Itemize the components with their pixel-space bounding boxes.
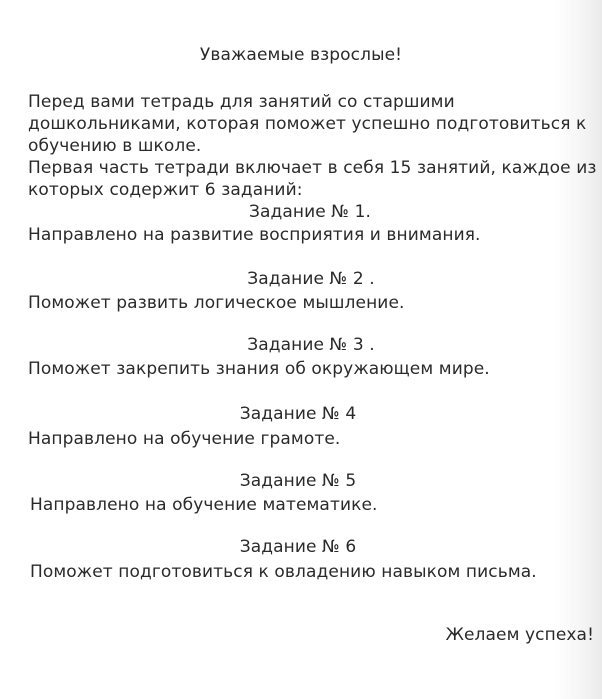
task-description-2: Поможет развить логическое мышление. (28, 293, 405, 313)
task-heading-2: Задание № 2 . (247, 269, 375, 289)
task-description-4: Направлено на обучение грамоте. (28, 429, 341, 449)
document-title: Уважаемые взрослые! (199, 45, 403, 65)
task-description-6: Поможет подготовиться к овладению навыком письма. (30, 562, 537, 582)
intro-line: которых содержит 6 заданий: (28, 180, 303, 200)
task-heading-5: Задание № 5 (239, 471, 357, 491)
task-description-1: Направлено на развитие восприятия и внимания. (28, 225, 481, 245)
task-heading-1: Задание № 1. (248, 202, 372, 222)
task-heading-3: Задание № 3 . (247, 335, 375, 355)
task-description-3: Поможет закрепить знания об окружающем мире. (28, 359, 490, 379)
intro-line: обучению в школе. (28, 136, 202, 156)
task-description-5: Направлено на обучение математике. (30, 495, 378, 515)
intro-line: Перед вами тетрадь для занятий со старшими (28, 92, 455, 112)
task-heading-6: Задание № 6 (239, 537, 357, 557)
intro-line: дошкольниками, которая поможет успешно подготовиться к (28, 114, 587, 134)
task-heading-4: Задание № 4 (239, 404, 357, 424)
closing-text: Желаем успеха! (445, 625, 594, 645)
intro-line: Первая часть тетради включает в себя 15 занятий, каждое из (28, 158, 597, 178)
